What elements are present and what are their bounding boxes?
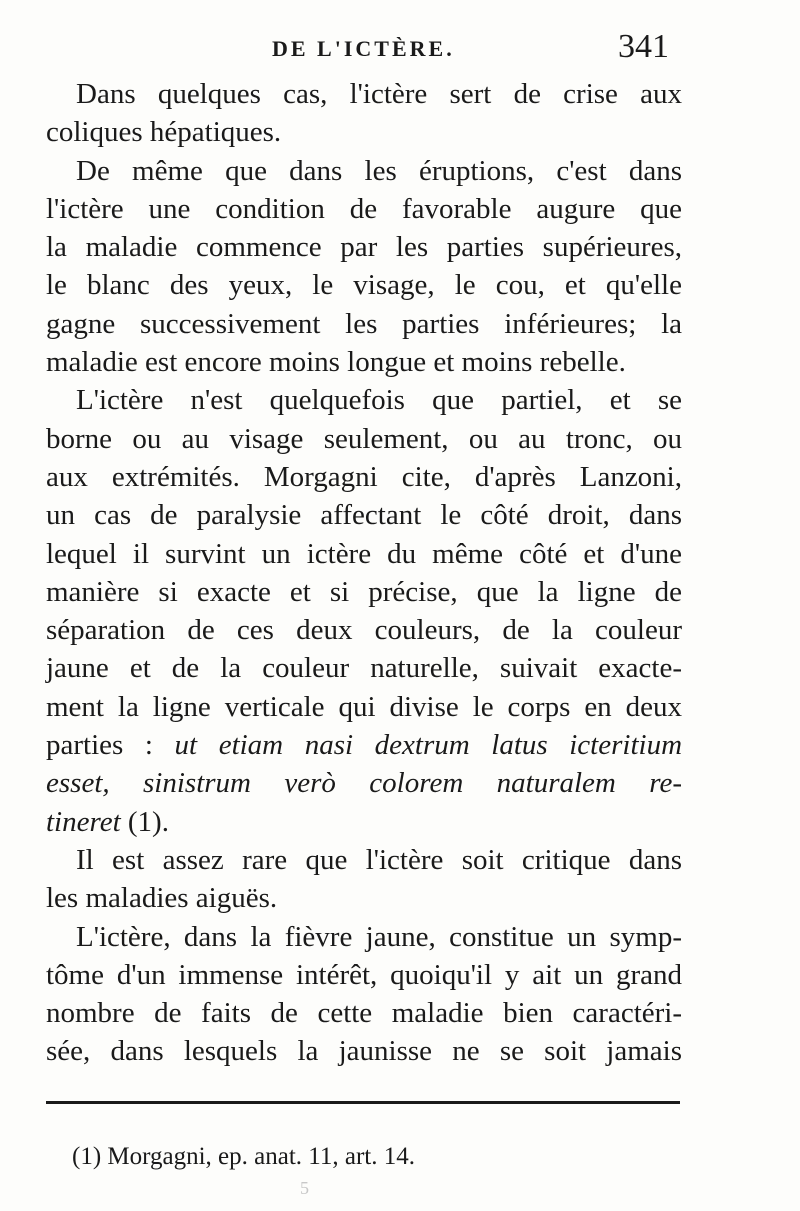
text-line: borne ou au visage seulement, ou au tronc, ou [46,422,682,455]
text-line: lequel il survint un ictère du même côté et d'une [46,537,682,570]
running-head [0,28,800,72]
text-line-latin [46,726,682,764]
text-line: séparation de ces deux couleurs, de la couleur [46,614,682,647]
text-line: un cas de paralysie affectant le côté droit, dans [46,499,682,532]
text-line: nombre de faits de cette maladie bien caractéri- [46,997,682,1030]
latin-quote: tineret [46,805,121,838]
text-line: coliques hépatiques. [46,116,282,149]
text-line: le blanc des yeux, le visage, le cou, et qu'elle [46,269,682,302]
footnote: (1) Morgagni, ep. anat. 11, art. 14. [72,1143,415,1170]
text-line: Il est assez rare que l'ictère soit critique dans [76,843,682,876]
text-line: maladie est encore moins longue et moins rebelle. [46,346,626,379]
running-title: DE L'ICTÈRE. [272,36,455,61]
text-line-latin [46,803,682,841]
text-line: L'ictère, dans la fièvre jaune, constitue un symp- [76,920,682,953]
text-line: la maladie commence par les parties supérieures, [46,231,682,264]
text-line-latin [46,764,682,802]
roman-text: parties : [46,729,175,762]
text-line: De même que dans les éruptions, c'est dans [76,154,682,187]
text-line: manière si exacte et si précise, que la ligne de [46,575,682,608]
latin-quote: ut etiam nasi dextrum latus icteritium [174,729,683,762]
text-line: ment la ligne verticale qui divise le corps en deux [46,690,682,723]
signature-mark: 5 [300,1178,309,1198]
text-line: gagne successivement les parties inférieures; la [46,307,682,340]
text-line: tôme d'un immense intérêt, quoiqu'il y ait un grand [46,958,682,991]
footnote-rule [46,1101,680,1104]
latin-quote: esset, sinistrum verò colorem naturalem re- [46,767,682,800]
footnote-ref: (1). [120,805,169,838]
text-line: sée, dans lesquels la jaunisse ne se soit jamais [46,1035,682,1068]
text-line: jaune et de la couleur naturelle, suivait exacte- [46,652,682,685]
text-line: L'ictère n'est quelquefois que partiel, et se [76,384,682,417]
text-line: les maladies aiguës. [46,882,278,915]
text-line: l'ictère une condition de favorable augure que [46,192,682,225]
body-text [46,75,682,1071]
page-number: 341 [618,28,669,65]
text-line: Dans quelques cas, l'ictère sert de crise aux [76,78,682,110]
text-line: aux extrémités. Morgagni cite, d'après Lanzoni, [46,460,682,493]
